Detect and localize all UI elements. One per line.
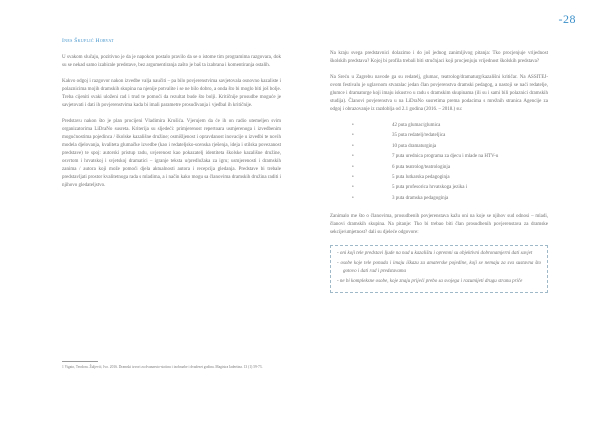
right-paragraph-2: Na Sreću u Zagrebu navode ga su redatelj, glumac, teatrolog/dramaturg/kazališni kritičar. Na ASSITEJ-ovom festivalu je uglavnom stvaralac jedan član povjerenstva dramski pedagog, a nastoji se naći redatelje, glumce i dramaturge koji imaju iskustvo u radu s dramskim skupinama (ili su i sami bili polaznici dramskih studija). Članovi povjerenstva u na LiDraNo susretima prema podacima s mrežnih stranica Agencije za odgoj i obrazovanje iz razdoblja od 2.1 godina (2016. – 2018.) su: (330, 75, 548, 112)
list-item: • 5 puta lutkarska pedagoginja (330, 174, 548, 182)
list-item: • 7 puta urednica programa za djecu i mlade na HTV-u (330, 153, 548, 161)
bullet-icon: • (352, 123, 354, 128)
list-item: • 3 puta dramska pedagoginja (330, 195, 548, 203)
list-item: • 10 puta dramaturginja (330, 143, 548, 151)
right-paragraph-3: Zanimalo me što o članovima, prosudbenih povjerenstava kažu oni na koje se njihov sud odnosi – mladi, članovi dramskih skupina. Na pitanje: Tko bi trebao biti član prosudbenih povjerenstava za dramske sekcije/umjetnost? dali su djeleće odgovore: (330, 213, 548, 235)
right-paragraph-1: Na kraju svega predstavnici dolazimo i do još jednog zanimljivog pitanja: Tko procjenjuje vrijednost školskih predstava? Kojoj bi profila trebali biti stručnjaci koji procjenjuju vrijednost školskih predstava? (330, 51, 548, 64)
bullet-icon: • (352, 154, 354, 160)
bullet-icon: • (352, 143, 354, 149)
answers-box (330, 245, 548, 293)
bullet-icon: • (352, 164, 354, 170)
left-column (62, 37, 281, 198)
author-name: Ines Škuflić Horvat (62, 38, 114, 44)
list-item: • 42 puta glumac/glumica (330, 122, 548, 130)
answer-item: - osobe koje tele ponuda i imaju iškazu za amaterske pojedine, koji se nemaju za sva sustavna što gotovo i dati rad i predstavama (337, 260, 541, 274)
left-paragraph-2: Kakvo odgoj i razgovor nakon izvedbe valja naučiti – pa bilo povjerenstvima savjetovala osnovno kazaliste i polaznicima mojih dramskih skupina na njenije potvalite i se ne bilo dobro, a onda što bi moglo biti još bolje. Treba cijeniti svaki uloženi rad i trud te pomoći da rezultat bude što bolji. Kritičnije prosudbe moguće je savjetovati i dati ih povjerenstvima kada bi imali parametre prosuđivanja i vjeđbal ih kritičnije. (62, 78, 281, 108)
list-item: • 35 puta redatelj/redateljica (330, 132, 548, 140)
bullet-icon: • (352, 133, 354, 139)
left-paragraph-3: Predstavu nakon što je plan procijeni Vladimira Krušića. Vjerujem da će ih on radio utemeljen svim organizatorima LiDraNo susreta. Kriterija su sljedeći: primjerenost repertoara usmjerenoga i izvedbenim mogućnostima pojedinca / školske kazališne družine; osmišljenost i opravdanost inovacije u izvedbi te novih modela djelovanja, kvaliteta glumačke izvedbe (kao i redateljsko-scenska rješenja, ideja i stilska povezanost predstave) te spoj: autorski pristup radu, uvjerenost kao pokazatelj identiteta školske kazališne družine, osvrtom i hrvatskoj i svjetskoj dramatici – igranje teksta u/predložaka za igru; usmjerenosti i dramskih zanima / autora koji može pomoći djela aktualnosti autora i recepcija gledanja. Predstave bi trebale predstavljati prostor kvalitetnoga rada s mladima, a i način kako mogu sa članovima dramskih družina raditi i njihovo gledateljstvo. (62, 118, 281, 188)
list-item: • 6 puta teatrolog/teatrologinja (330, 164, 548, 172)
right-column (330, 50, 548, 293)
page-number: -28 (558, 12, 576, 26)
answer-item: - oni koji tele predstavi ljude na nad u kazalištu i opremni su objektivni dobronamjerni dati savjet (337, 250, 533, 256)
bullet-icon: • (352, 174, 354, 180)
bullet-icon: • (352, 195, 354, 201)
left-paragraph-1: U svakom slučaju, pozitivno je da je napokon postalo pravilo da se o istome tim programima razgovara, dok su se nekad samo izabirale predstave, bez argumentiranja zašto je baš ta izabrana i komentiranja ostalih. (62, 54, 281, 68)
answer-item: - ne bi kompleksne osobe, koje znaju prijeći prebo sa svojega i razumijeti drugu stranu priče (337, 278, 523, 284)
jury-members-list (330, 122, 548, 203)
footnote-divider (62, 361, 98, 362)
list-item: • 5 puta profesorica hrvatskoga jezika i (330, 184, 548, 192)
footnote: 1 Vigato, Teodora. Žuljević, Ivo. 2016. Dramski izvori za dvanaesto-stotinu i izobrazbe i dvadeset godina. Magistra Iadertina. 13 (1) 59-73. (62, 365, 263, 369)
bullet-icon: • (352, 185, 354, 191)
